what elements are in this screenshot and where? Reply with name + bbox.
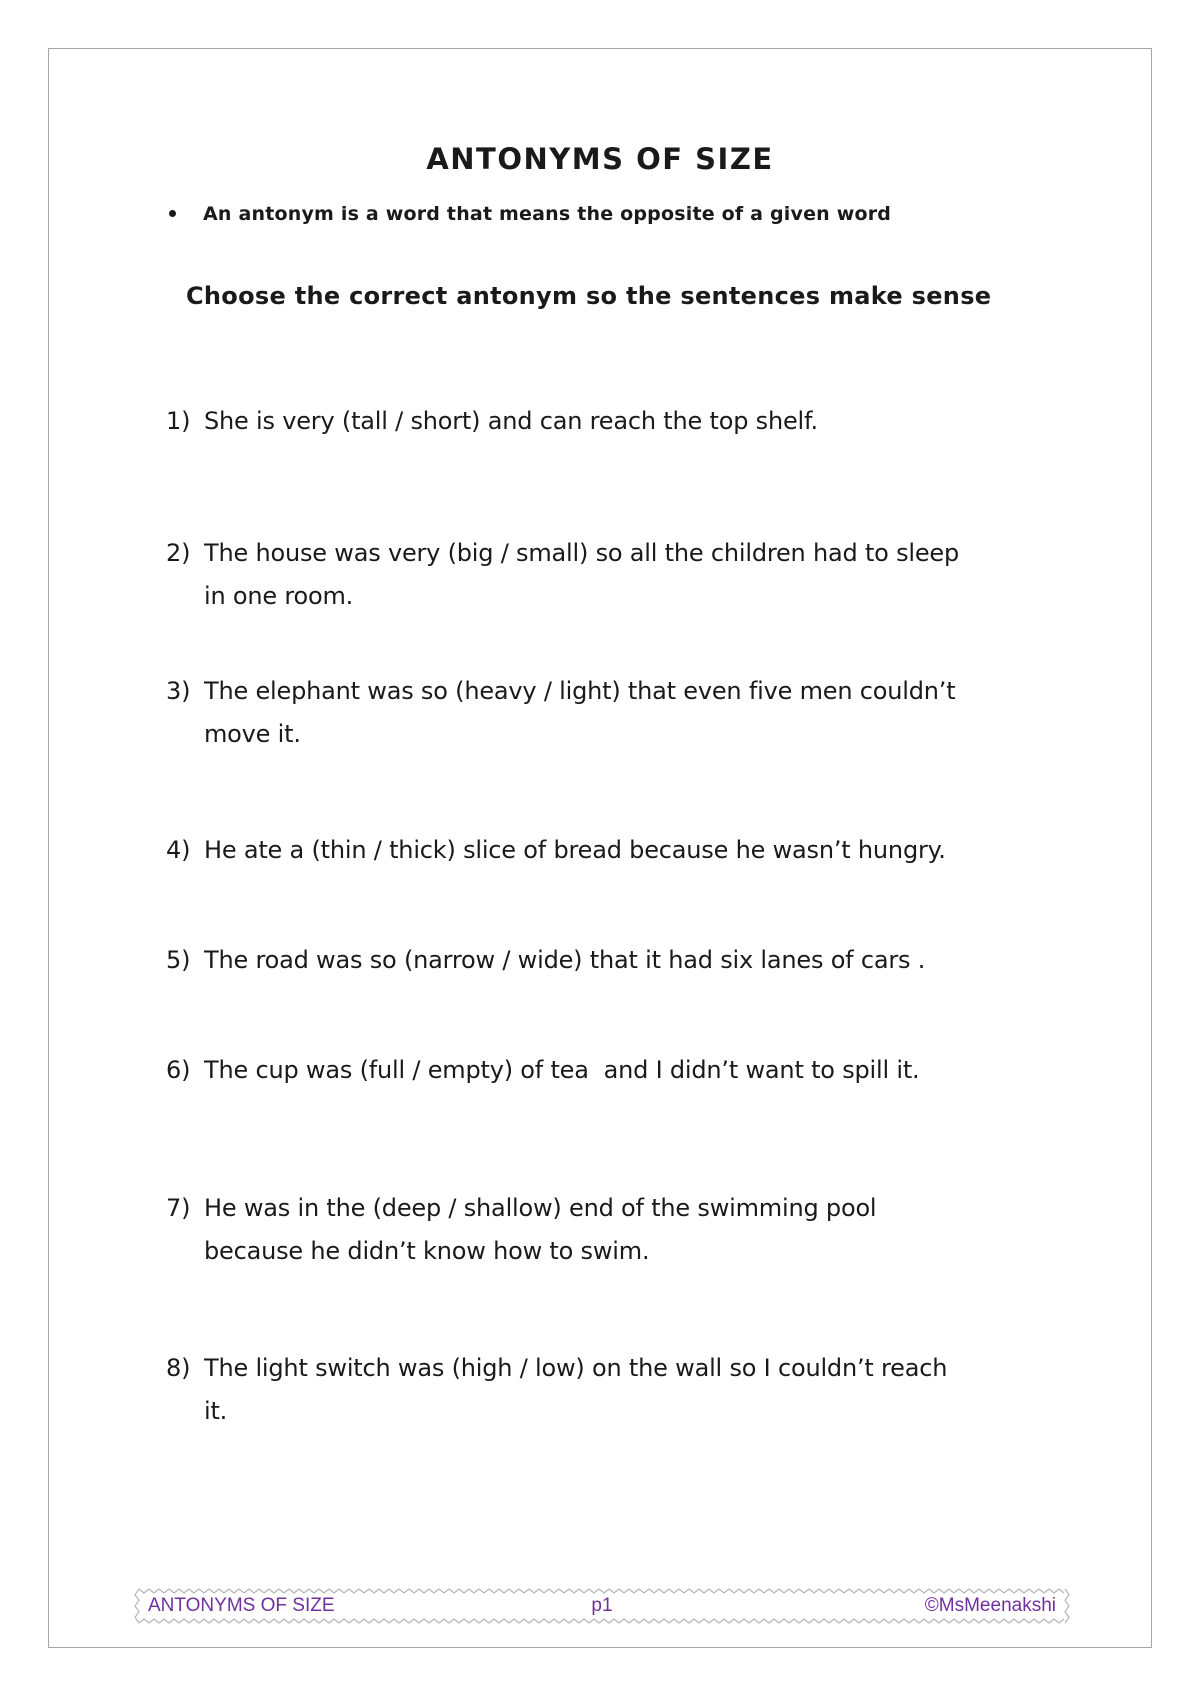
question-text [204,939,925,982]
question-text-line: The cup was (full / empty) of tea and I didn’t want to spill it. [204,1056,920,1084]
question-text-line: it. [204,1397,228,1425]
question-number: 7) [166,1194,191,1222]
question-text [204,400,818,443]
question-number: 1) [166,407,191,435]
question-text [204,1187,876,1273]
question-text [204,1347,947,1433]
question-number: 4) [166,836,191,864]
question-text [204,829,946,872]
question-number: 3) [166,677,191,705]
question-4 [166,829,1111,872]
question-text-line: She is very (tall / short) and can reach the top shelf. [204,407,818,435]
question-1 [166,400,1111,443]
question-8 [166,1347,1111,1433]
footer-copyright: ©MsMeenakshi [924,1595,1056,1616]
question-text-line: The road was so (narrow / wide) that it had six lanes of cars . [204,946,926,974]
question-number: 6) [166,1056,191,1084]
question-number: 2) [166,539,191,567]
question-text-line: because he didn’t know how to swim. [204,1237,650,1265]
question-3 [166,670,1111,756]
definition-text: An antonym is a word that means the opposite of a given word [203,203,892,225]
question-text-line: He ate a (thin / thick) slice of bread because he wasn’t hungry. [204,836,946,864]
footer-title: ANTONYMS OF SIZE [148,1595,335,1616]
question-5 [166,939,1111,982]
question-number: 8) [166,1354,191,1382]
question-7 [166,1187,1111,1273]
question-text [204,532,959,618]
question-text-line: He was in the (deep / shallow) end of the swimming pool [204,1194,877,1222]
question-text-line: The elephant was so (heavy / light) that even five men couldn’t [204,677,956,705]
footer-page-number: p1 [591,1595,613,1616]
question-text-line: in one room. [204,582,354,610]
question-text-line: move it. [204,720,301,748]
question-6 [166,1049,1111,1092]
bullet-icon [169,210,176,217]
question-text-line: The house was very (big / small) so all the children had to sleep [204,539,960,567]
question-text [204,1049,920,1092]
page-title: ANTONYMS OF SIZE [426,142,774,176]
definition-bullet [169,201,1111,227]
question-number: 5) [166,946,191,974]
question-2 [166,532,1111,618]
page [48,48,1152,1648]
question-text [204,670,955,756]
footer-band [131,1584,1073,1628]
instruction-heading: Choose the correct antonym so the sentences make sense [186,282,992,310]
question-text-line: The light switch was (high / low) on the wall so I couldn’t reach [204,1354,948,1382]
